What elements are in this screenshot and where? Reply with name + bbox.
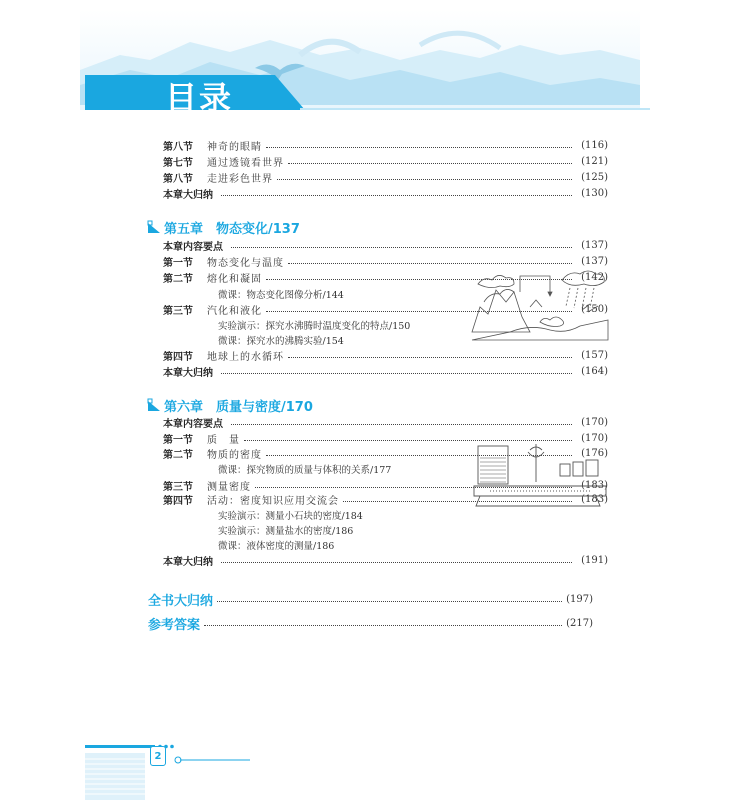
leader-dots xyxy=(288,162,572,164)
chapter-marker-icon xyxy=(147,398,161,412)
entry-title: 走进彩色世界 xyxy=(207,173,273,185)
entry-label: 第二节 xyxy=(163,449,193,461)
leader-dots xyxy=(221,561,572,563)
sub-entry[interactable]: 实验演示：测量小石块的密度/184 xyxy=(218,510,363,522)
footer-stripes xyxy=(0,735,750,800)
answers-entry[interactable] xyxy=(148,614,593,632)
entry-title: 汽化和液化 xyxy=(207,305,262,317)
toc-entry[interactable] xyxy=(163,185,608,201)
entry-page: (170) xyxy=(581,432,608,444)
book-summary-entry[interactable] xyxy=(148,590,593,608)
entry-label: 第一节 xyxy=(163,257,193,269)
entry-page: (125) xyxy=(581,171,608,183)
leader-dots xyxy=(204,625,562,626)
sub-entry[interactable]: 实验演示：测量盐水的密度/186 xyxy=(218,525,354,537)
sub-entry[interactable]: 微课：探究物质的质量与体积的关系/177 xyxy=(218,464,392,476)
toc-entry[interactable] xyxy=(163,169,608,185)
entry-label: 第一节 xyxy=(163,434,193,446)
entry-page: (183) xyxy=(581,479,608,491)
entry-title: 质 量 xyxy=(207,434,240,446)
leader-dots xyxy=(221,194,572,196)
water-cycle-illustration xyxy=(470,262,610,342)
entry-page: (116) xyxy=(581,139,608,151)
entry-page: (137) xyxy=(581,239,608,251)
toc-entry[interactable] xyxy=(163,237,608,253)
sub-entry[interactable]: 微课：探究水的沸腾实验/154 xyxy=(218,335,344,347)
leader-dots xyxy=(221,372,572,374)
toc-entry[interactable] xyxy=(163,137,608,153)
entry-label: 第三节 xyxy=(163,481,193,493)
toc-entry[interactable] xyxy=(163,347,608,363)
entry-label: 第三节 xyxy=(163,305,193,317)
entry-label: 全书大归纳 xyxy=(148,593,214,609)
entry-label: 第二节 xyxy=(163,273,193,285)
entry-label: 本章大归纳 xyxy=(163,367,213,379)
entry-title: 物质的密度 xyxy=(207,449,262,461)
entry-page: (170) xyxy=(581,416,608,428)
toc-entry[interactable] xyxy=(163,153,608,169)
leader-dots xyxy=(231,423,572,425)
entry-page: (217) xyxy=(566,617,593,629)
leader-dots xyxy=(266,146,572,148)
entry-page: (197) xyxy=(566,593,593,605)
chapter-title: 第五章 物态变化/137 xyxy=(164,221,300,237)
entry-page: (150) xyxy=(581,303,608,315)
leader-dots xyxy=(217,601,562,602)
entry-title: 神奇的眼睛 xyxy=(207,141,262,153)
sub-entry[interactable]: 微课：物态变化图像分析/144 xyxy=(218,289,344,301)
chapter-heading[interactable] xyxy=(147,217,300,237)
entry-page: (157) xyxy=(581,349,608,361)
chapter-marker-icon xyxy=(147,220,161,234)
page-number: 2 xyxy=(150,746,166,766)
leader-dots xyxy=(288,356,572,358)
entry-label: 第四节 xyxy=(163,351,193,363)
entry-page: (191) xyxy=(581,554,608,566)
entry-title: 地球上的水循环 xyxy=(207,351,284,363)
entry-page: (176) xyxy=(581,447,608,459)
entry-label: 本章大归纳 xyxy=(163,556,213,568)
entry-page: (142) xyxy=(581,271,608,283)
entry-label: 第四节 xyxy=(163,495,193,507)
footer-decoration xyxy=(0,735,750,800)
entry-page: (130) xyxy=(581,187,608,199)
toc-entry[interactable] xyxy=(163,363,608,379)
entry-page: (121) xyxy=(581,155,608,167)
sub-entry[interactable]: 微课：液体密度的测量/186 xyxy=(218,540,335,552)
entry-title: 测量密度 xyxy=(207,481,251,493)
balance-and-beaker-illustration xyxy=(470,440,610,515)
chapter-title: 第六章 质量与密度/170 xyxy=(164,399,313,415)
entry-page: (137) xyxy=(581,255,608,267)
toc-entry[interactable] xyxy=(163,552,608,568)
entry-label: 本章内容要点 xyxy=(163,241,223,253)
entry-title: 通过透镜看世界 xyxy=(207,157,284,169)
entry-label: 第七节 xyxy=(163,157,193,169)
entry-title: 活动：密度知识应用交流会 xyxy=(207,495,339,507)
chapter-heading[interactable] xyxy=(147,395,313,415)
entry-title: 物态变化与温度 xyxy=(207,257,284,269)
entry-page: (164) xyxy=(581,365,608,377)
sub-entry[interactable]: 实验演示：探究水沸腾时温度变化的特点/150 xyxy=(218,320,411,332)
leader-dots xyxy=(277,178,572,180)
entry-label: 第八节 xyxy=(163,141,193,153)
leader-dots xyxy=(231,246,572,248)
toc-entry[interactable] xyxy=(163,414,608,430)
page-title: 目录 xyxy=(165,79,234,117)
entry-label: 第八节 xyxy=(163,173,193,185)
entry-label: 本章大归纳 xyxy=(163,189,213,201)
entry-page: (183) xyxy=(581,493,608,505)
entry-label: 本章内容要点 xyxy=(163,418,223,430)
entry-label: 参考答案 xyxy=(148,617,201,633)
entry-title: 熔化和凝固 xyxy=(207,273,262,285)
